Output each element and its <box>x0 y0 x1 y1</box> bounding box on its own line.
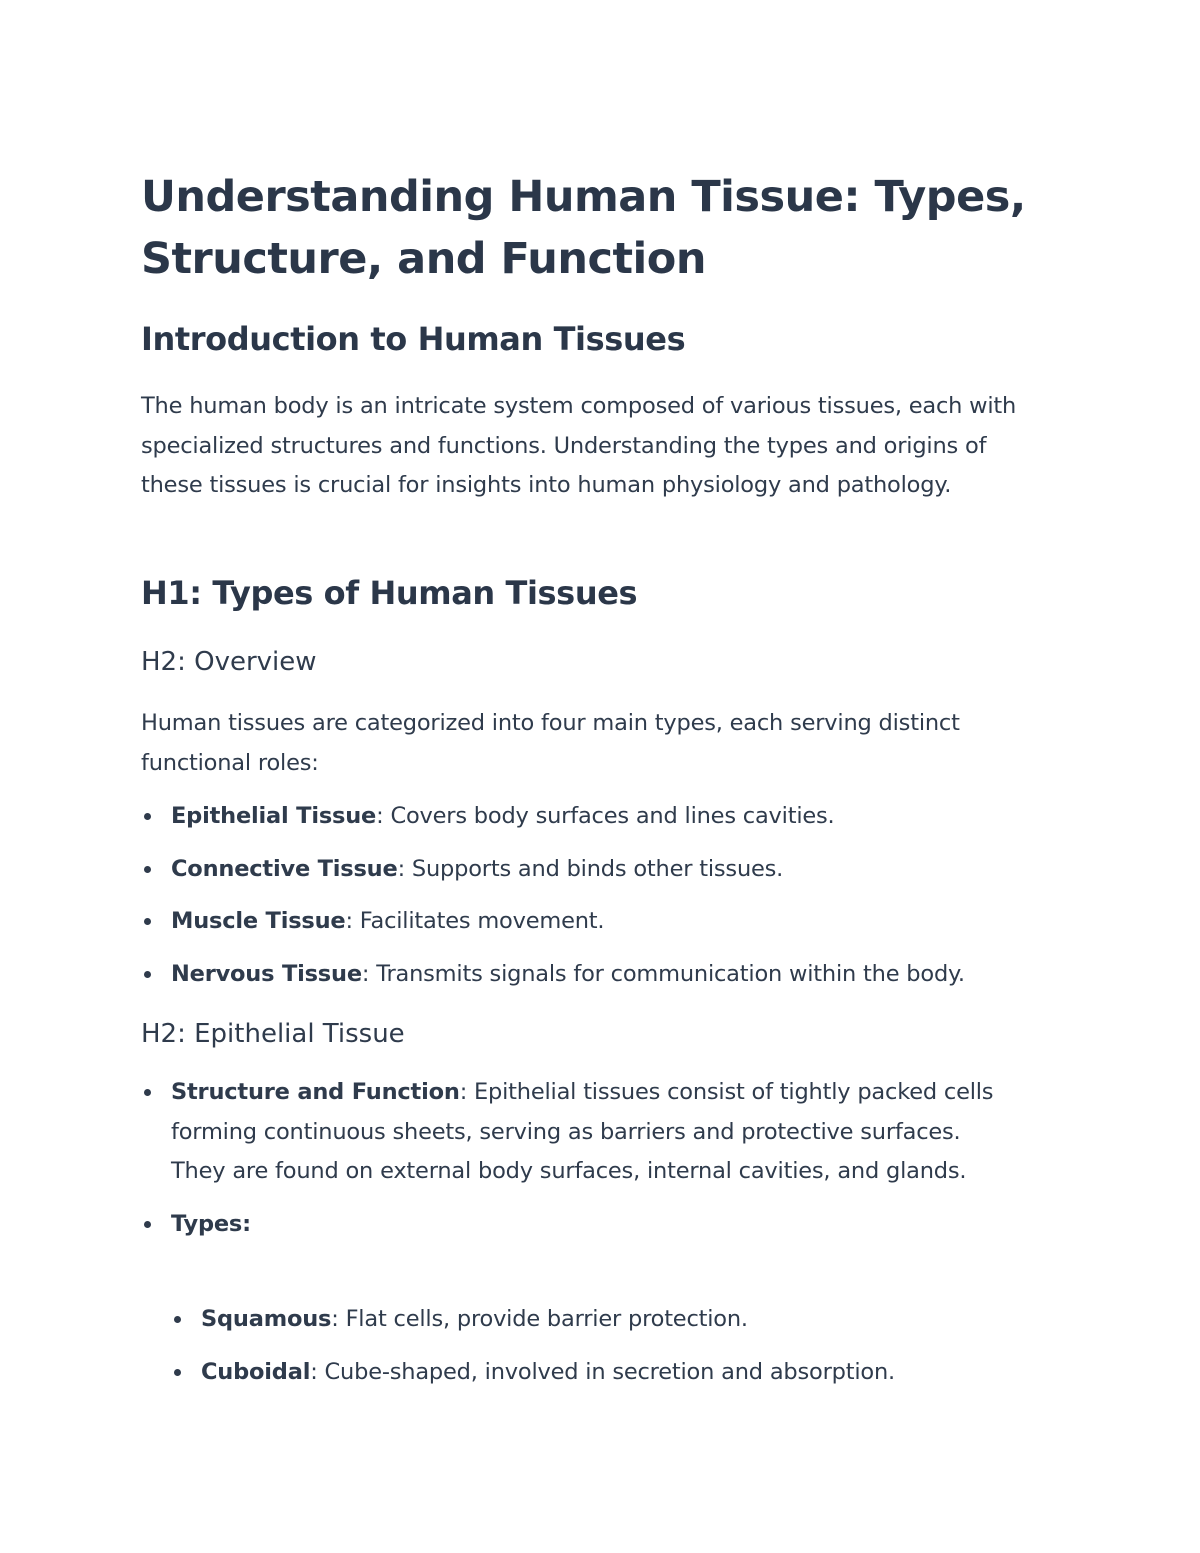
list-item-text: : Transmits signals for communication within the body. <box>361 960 965 987</box>
intro-paragraph: The human body is an intricate system composed of various tissues, each with specialized structures and functions. Understanding the types and origins of these tissues is crucial for insights into human physiology and pathology. <box>141 393 1017 498</box>
intro-heading: Introduction to Human Tissues <box>141 320 686 358</box>
list-item-text: : Facilitates movement. <box>345 908 605 934</box>
list-item-text: : Flat cells, provide barrier protection. <box>331 1306 748 1332</box>
list-item-text: : Epithelial tissues consist of tightly packed cells forming continuous sheets, serving as barriers and protective surfaces. They are found on external body surfaces, internal cavities, and glands. <box>171 1079 994 1184</box>
list-item-term: Squamous <box>201 1306 332 1332</box>
list-item <box>141 850 1061 890</box>
list-item <box>141 902 1061 942</box>
list-item-text: : Covers body surfaces and lines cavities. <box>376 803 835 829</box>
list-item <box>141 797 1061 837</box>
epithelial-types-sublist <box>171 1300 1041 1392</box>
overview-heading: H2: Overview <box>141 647 317 677</box>
document-title: Understanding Human Tissue: Types, Structure, and Function <box>141 172 1026 284</box>
list-item <box>141 1073 1021 1192</box>
epithelial-heading: H2: Epithelial Tissue <box>141 1019 405 1049</box>
list-item <box>141 955 1061 995</box>
list-item-text: : Cube-shaped, involved in secretion and absorption. <box>310 1358 895 1385</box>
list-item-term: Cuboidal <box>201 1358 311 1385</box>
list-item-term: Nervous Tissue <box>171 960 362 987</box>
list-item <box>171 1353 1041 1393</box>
types-heading: H1: Types of Human Tissues <box>141 574 638 612</box>
list-item <box>141 1205 1021 1245</box>
list-item-text: : Supports and binds other tissues. <box>397 855 784 882</box>
list-item-term: Types: <box>171 1210 251 1237</box>
epithelial-list <box>141 1073 1021 1244</box>
list-item-term: Muscle Tissue <box>171 908 346 934</box>
tissue-types-list <box>141 797 1061 994</box>
list-item-term: Connective Tissue <box>171 855 398 882</box>
list-item-term: Epithelial Tissue <box>171 803 377 829</box>
list-item-term: Structure and Function <box>171 1079 460 1105</box>
list-item <box>171 1300 1041 1340</box>
overview-paragraph: Human tissues are categorized into four main types, each serving distinct functional roles: <box>141 710 960 776</box>
